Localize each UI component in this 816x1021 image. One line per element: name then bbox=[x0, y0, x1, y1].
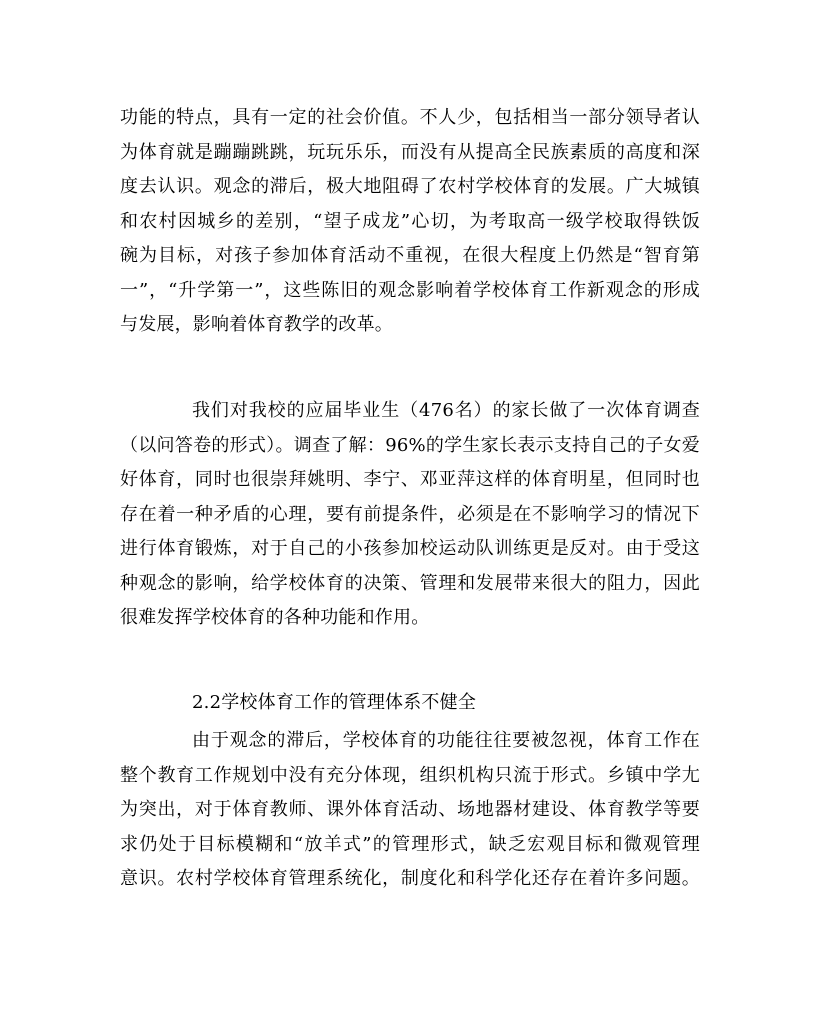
paragraph-line: 功能的特点，具有一定的社会价值。不人少，包括相当一部分领导者认 bbox=[120, 107, 700, 128]
paragraph-line: 为突出，对于体育教师、课外体育活动、场地器材建设、体育教学等要 bbox=[120, 799, 700, 820]
paragraph-line: 为体育就是蹦蹦跳跳，玩玩乐乐，而没有从提高全民族素质的高度和深 bbox=[120, 141, 700, 163]
paragraph-3 bbox=[120, 724, 700, 897]
paragraph-line: 意识。农村学校体育管理系统化，制度化和科学化还存在着许多问题。 bbox=[120, 868, 700, 889]
paragraph-2 bbox=[120, 394, 700, 636]
paragraph-line: 存在着一种矛盾的心理，要有前提条件，必须是在不影响学习的情况下 bbox=[120, 503, 700, 525]
paragraph-1 bbox=[120, 101, 700, 343]
paragraph-line: 一”，“升学第一”，这些陈旧的观念影响着学校体育工作新观念的形成 bbox=[120, 279, 700, 301]
section-heading: 2.2学校体育工作的管理体系不健全 bbox=[192, 692, 477, 713]
paragraph-line: （以问答卷的形式）。调查了解：96%的学生家长表示支持自己的子女爱 bbox=[120, 434, 700, 456]
paragraph-line: 好体育，同时也很崇拜姚明、李宁、邓亚萍这样的体育明星，但同时也 bbox=[120, 469, 700, 490]
paragraph-line: 进行体育锻炼，对于自己的小孩参加校运动队训练更是反对。由于受这 bbox=[120, 538, 700, 559]
paragraph-line: 由于观念的滞后，学校体育的功能往往要被忽视，体育工作在 bbox=[192, 730, 700, 751]
paragraph-line: 和农村因城乡的差别，“望子成龙”心切，为考取高一级学校取得铁饭 bbox=[120, 210, 700, 232]
paragraph-line: 碗为目标，对孩子参加体育活动不重视，在很大程度上仍然是“智育第 bbox=[120, 245, 700, 266]
paragraph-line: 很难发挥学校体育的各种功能和作用。 bbox=[120, 607, 430, 628]
paragraph-line: 种观念的影响，给学校体育的决策、管理和发展带来很大的阻力，因此 bbox=[120, 572, 700, 594]
paragraph-line: 度去认识。观念的滞后，极大地阻碍了农村学校体育的发展。广大城镇 bbox=[120, 176, 700, 197]
paragraph-line: 求仍处于目标模糊和“放羊式”的管理形式，缺乏宏观目标和微观管理 bbox=[120, 833, 700, 855]
paragraph-line: 整个教育工作规划中没有充分体现，组织机构只流于形式。乡镇中学尢 bbox=[120, 764, 700, 786]
section-heading-block bbox=[120, 686, 700, 721]
paragraph-line: 与发展，影响着体育教学的改革。 bbox=[120, 314, 393, 335]
paragraph-line: 我们对我校的应届毕业生（476名）的家长做了一次体育调查 bbox=[192, 400, 700, 421]
